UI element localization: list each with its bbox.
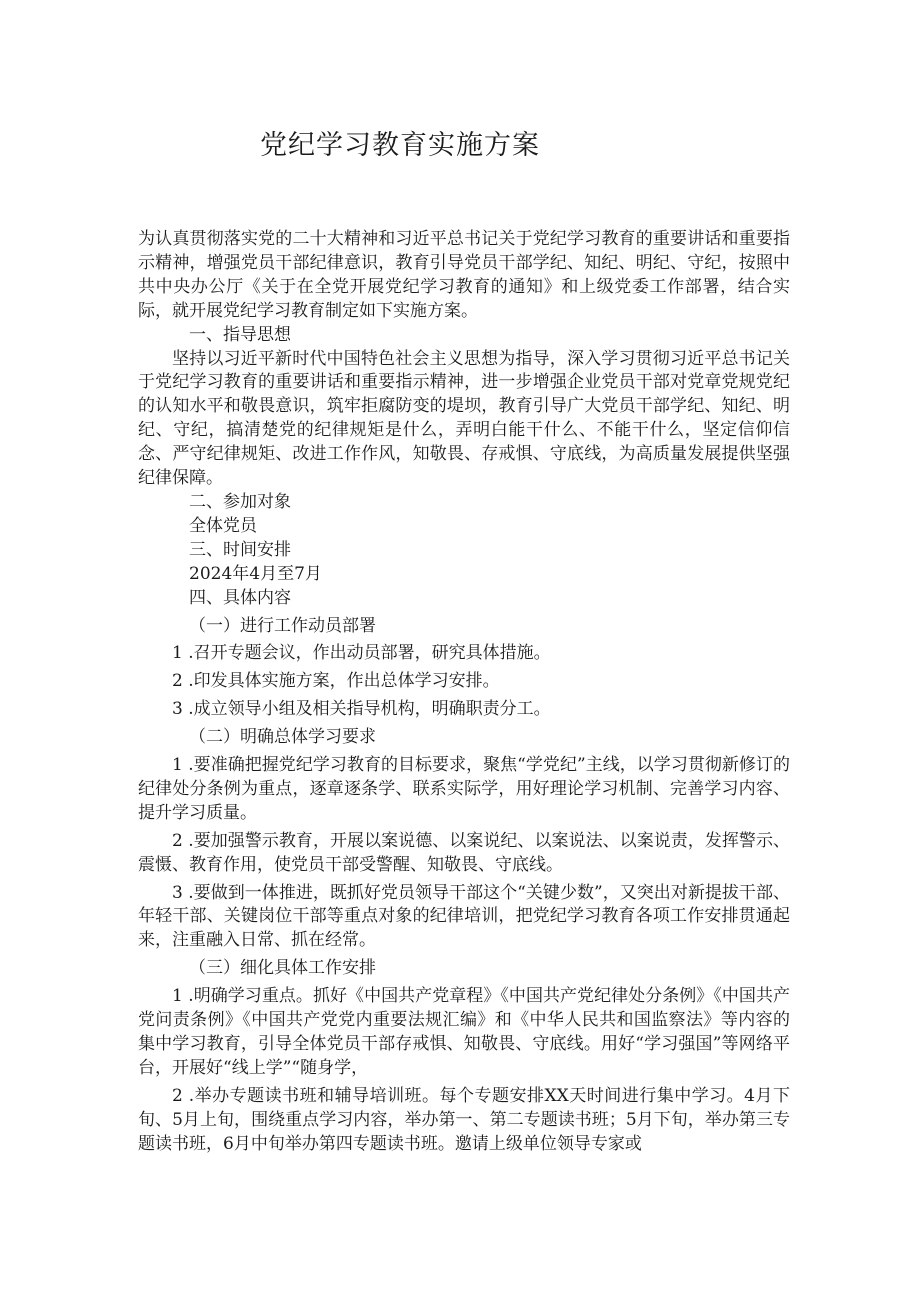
section-heading-content: 四、具体内容: [189, 587, 291, 608]
section-heading-participants: 二、参加对象: [189, 491, 291, 512]
section-heading-guiding-ideology: 一、指导思想: [189, 324, 291, 345]
list-item: 3 .要做到一体推进，既抓好党员领导干部这个“关键少数”，又突出对新提拔干部、年轻干部、关键岗位干部等重点对象的纪律培训，把党纪学习教育各项工作安排贯通起来，注重融入日常、抓在经常。: [138, 882, 790, 951]
list-item: 1 .要准确把握党纪学习教育的目标要求，聚焦“学党纪”主线，以学习贯彻新修订的纪律处分条例为重点，逐章逐条学、联系实际学，用好理论学习机制、完善学习内容、提升学习质量。: [138, 755, 790, 823]
list-item: 1 .召开专题会议，作出动员部署，研究具体措施。: [172, 643, 551, 664]
list-item: 2 .要加强警示教育，开展以案说德、以案说纪、以案说法、以案说责，发挥警示、震慑、教育作用，使党员干部受警醒、知敬畏、守底线。: [138, 830, 790, 875]
list-item: 1 .明确学习重点。抓好《中国共产党章程》《中国共产党纪律处分条例》《中国共产党问责条例》《中国共产党党内重要法规汇编》和《中华人民共和国监察法》等内容的集中学习教育，引导全体党员干部存戒惧、知敬畏、守底线。用好“学习强国”等网络平台，开展好“线上学”“随身学，: [138, 986, 790, 1078]
schedule-text: 2024年4月至7月: [189, 563, 322, 584]
subsection-heading-3: （三）细化具体工作安排: [189, 958, 376, 979]
subsection-heading-2: （二）明确总体学习要求: [189, 727, 376, 748]
subsection-heading-1: （一）进行工作动员部署: [189, 615, 376, 636]
list-item: 2 .印发具体实施方案，作出总体学习安排。: [172, 671, 500, 692]
list-item: 3 .成立领导小组及相关指导机构，明确职责分工。: [172, 699, 551, 720]
section-heading-schedule: 三、时间安排: [189, 539, 291, 560]
document-body: [138, 228, 790, 1157]
participants-text: 全体党员: [189, 515, 257, 536]
intro-paragraph: 为认真贯彻落实党的二十大精神和习近平总书记关于党纪学习教育的重要讲话和重要指示精神，增强党员干部纪律意识，教育引导党员干部学纪、知纪、明纪、守纪，按照中共中央办公厅《关于在全党开展党纪学习教育的通知》和上级党委工作部署，结合实际，就开展党纪学习教育制定如下实施方案。: [138, 229, 790, 321]
document-title: 党纪学习教育实施方案: [260, 130, 540, 161]
guiding-ideology-paragraph: 坚持以习近平新时代中国特色社会主义思想为指导，深入学习贯彻习近平总书记关于党纪学习教育的重要讲话和重要指示精神，进一步增强企业党员干部对党章党规党纪的认知水平和敬畏意识，筑牢拒腐防变的堤坝，教育引导广大党员干部学纪、知纪、明纪、守纪，搞清楚党的纪律规矩是什么，弄明白能干什么、不能干什么，坚定信仰信念、严守纪律规矩、改进工作作风，知敬畏、存戒惧、守底线，为高质量发展提供坚强纪律保障。: [138, 348, 790, 489]
list-item: 2 .举办专题读书班和辅导培训班。每个专题安排XX天时间进行集中学习。4月下旬、5月上旬，围绕重点学习内容，举办第一、第二专题读书班；5月下旬，举办第三专题读书班，6月中旬举办第四专题读书班。邀请上级单位领导专家或: [138, 1085, 790, 1154]
